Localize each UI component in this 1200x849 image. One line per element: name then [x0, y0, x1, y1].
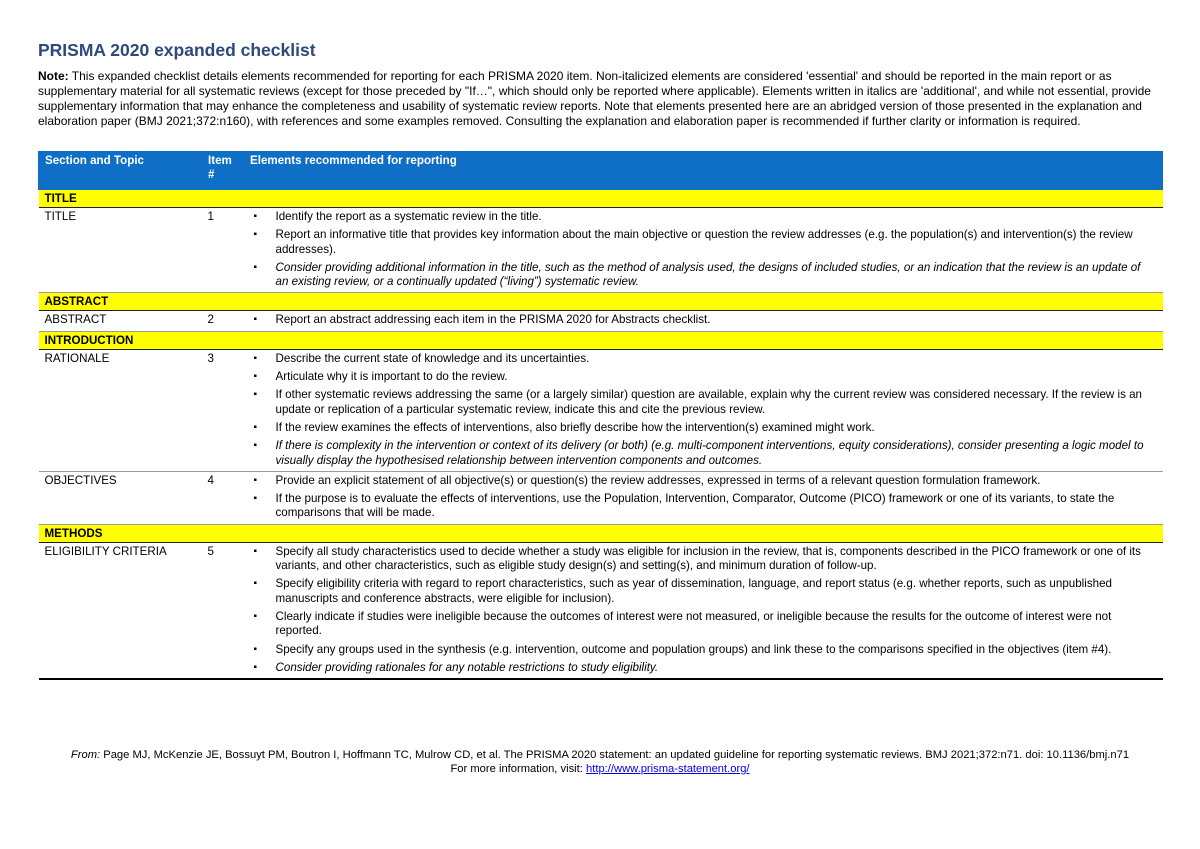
bullet-icon: ▪: [253, 493, 258, 505]
checklist-table: [38, 151, 1163, 680]
bullet-icon: ▪: [253, 352, 258, 364]
elements-cell: [244, 311, 1163, 331]
from-label: From:: [70, 749, 101, 761]
element-text: If the purpose is to evaluate the effects of interventions, use the Population, Intervention, Comparator, Outcome (PICO) framework or one of its variants, to state the comparisons that will be made.: [275, 492, 1115, 520]
bullet-icon: ▪: [253, 661, 258, 673]
citation-text: Page MJ, McKenzie JE, Bossuyt PM, Boutron I, Hoffmann TC, Mulrow CD, et al. The PRISMA 2020 statement: an updated guideline for reporting systematic reviews. BMJ 2021;372:n71. doi: 10.1136/bmj.n71: [100, 749, 1130, 761]
list-item: [250, 388, 1157, 417]
elements-list: [250, 210, 1157, 289]
note-paragraph: [38, 69, 1162, 129]
bullet-icon: ▪: [253, 211, 258, 222]
element-text: Consider providing rationales for any notable restrictions to study eligibility.: [275, 660, 659, 674]
table-row: [39, 471, 1163, 524]
list-item: [250, 610, 1157, 639]
section-row: [39, 331, 1163, 349]
list-item: [250, 474, 1157, 488]
section-row: [39, 524, 1163, 542]
table-row: [39, 349, 1163, 471]
list-item: [250, 210, 1157, 224]
header-item-number: Item #: [202, 152, 244, 190]
bullet-icon: ▪: [253, 389, 258, 401]
citation-line: [38, 748, 1162, 762]
bullet-icon: ▪: [253, 474, 258, 486]
table-body: [39, 190, 1163, 680]
element-text: Clearly indicate if studies were ineligible because the outcomes of interest were not measured, or ineligible because the results for the outcome of interest were not reported.: [275, 609, 1112, 638]
element-text: Articulate why it is important to do the review.: [275, 370, 508, 384]
section-heading: INTRODUCTION: [39, 331, 1163, 349]
list-item: [250, 421, 1157, 435]
topic-cell: RATIONALE: [39, 349, 202, 471]
bullet-icon: ▪: [253, 371, 258, 383]
elements-cell: [244, 542, 1163, 679]
list-item: [250, 370, 1157, 384]
list-item: [250, 439, 1157, 468]
section-row: [39, 293, 1163, 311]
element-text: Specify all study characteristics used to decide whether a study was eligible for inclusion in the review, that is, components described in the PICO framework or one of its variants, and other characteristics, such as eligible study design(s) and setting(s), and minimum duration of follow-up.: [275, 544, 1141, 573]
elements-list: [250, 545, 1157, 675]
element-text: Provide an explicit statement of all objective(s) or question(s) the review addresses, expressed in terms of a relevant question formulation framework.: [275, 473, 1041, 487]
more-info-line: [38, 762, 1162, 776]
element-text: Describe the current state of knowledge and its uncertainties.: [275, 351, 590, 365]
elements-cell: [244, 208, 1163, 293]
elements-cell: [244, 349, 1163, 471]
section-row: [39, 190, 1163, 208]
list-item: [250, 228, 1157, 257]
section-heading: ABSTRACT: [39, 293, 1163, 311]
item-number-cell: 1: [202, 208, 244, 293]
topic-cell: ABSTRACT: [39, 311, 202, 331]
item-number-cell: 4: [202, 471, 244, 524]
bullet-icon: ▪: [253, 578, 258, 590]
note-text: This expanded checklist details elements recommended for reporting for each PRISMA 2020 item. Non-italicized elements are considered 'essential' and should be reported in the main report or as supplementary material for all systematic reviews (except for those preceded by "If…", which should only be reported where applicable). Elements written in italics are 'additional', and while not essential, provide supplementary information that may enhance the completeness and usability of systematic review reports. Note that elements presented here are an abridged version of those presented in the explanation and elaboration paper (BMJ 2021;372:n160), with references and some examples removed. Consulting the explanation and elaboration paper is recommended if further clarity or information is required.: [38, 69, 1151, 128]
bullet-icon: ▪: [253, 643, 258, 655]
item-number-cell: 3: [202, 349, 244, 471]
list-item: [250, 545, 1157, 574]
element-text: Report an abstract addressing each item in the PRISMA 2020 for Abstracts checklist.: [275, 313, 711, 327]
elements-list: [250, 474, 1157, 521]
topic-cell: TITLE: [39, 208, 202, 293]
table-row: [39, 311, 1163, 331]
list-item: [250, 313, 1157, 327]
footer: [38, 748, 1162, 776]
bullet-icon: ▪: [253, 261, 258, 273]
bullet-icon: ▪: [253, 610, 258, 622]
list-item: [250, 643, 1157, 657]
table-row: [39, 208, 1163, 293]
header-section-topic: Section and Topic: [39, 152, 202, 190]
more-info-label: For more information, visit:: [450, 763, 586, 775]
bullet-icon: ▪: [253, 421, 258, 433]
element-text: If the review examines the effects of interventions, also briefly describe how the intervention(s) examined might work.: [275, 420, 875, 434]
section-heading: METHODS: [39, 524, 1163, 542]
element-text: Identify the report as a systematic review in the title.: [275, 210, 542, 223]
note-label: Note:: [38, 69, 69, 83]
list-item: [250, 577, 1157, 606]
elements-list: [250, 352, 1157, 468]
elements-list: [250, 313, 1157, 327]
list-item: [250, 492, 1157, 521]
header-elements: Elements recommended for reporting: [244, 152, 1163, 190]
item-number-cell: 5: [202, 542, 244, 679]
list-item: [250, 261, 1157, 290]
element-text: Report an informative title that provides key information about the main objective or question the review addresses (e.g. the population(s) and intervention(s) the review addresses).: [275, 228, 1133, 256]
element-text: If there is complexity in the intervention or context of its delivery (or both) (e.g. multi-component interventions, equity considerations), consider presenting a logic model to visually display the hypothesised relationship between intervention components and outcomes.: [275, 439, 1144, 467]
bullet-icon: ▪: [253, 229, 258, 241]
element-text: Specify any groups used in the synthesis (e.g. intervention, outcome and population groups) and link these to the comparisons specified in the objectives (item #4).: [275, 642, 1112, 656]
element-text: Specify eligibility criteria with regard to report characteristics, such as year of dissemination, language, and report status (e.g. whether reports, such as unpublished manuscripts and conference abstracts, were eligible for inclusion).: [275, 577, 1112, 605]
list-item: [250, 352, 1157, 366]
item-number-cell: 2: [202, 311, 244, 331]
list-item: [250, 661, 1157, 675]
bullet-icon: ▪: [253, 545, 258, 557]
bullet-icon: ▪: [253, 314, 258, 326]
elements-cell: [244, 471, 1163, 524]
document-title: PRISMA 2020 expanded checklist: [38, 40, 316, 60]
table-row: [39, 542, 1163, 679]
topic-cell: ELIGIBILITY CRITERIA: [39, 542, 202, 679]
bullet-icon: ▪: [253, 440, 258, 452]
topic-cell: OBJECTIVES: [39, 471, 202, 524]
section-heading: TITLE: [39, 190, 1163, 208]
prisma-website-link[interactable]: http://www.prisma-statement.org/: [586, 763, 750, 775]
element-text: Consider providing additional information in the title, such as the method of analysis used, the designs of included studies, or an indication that the review is an update of an existing review, or a continually updated (“living”) systematic review.: [275, 260, 1141, 289]
element-text: If other systematic reviews addressing the same (or a largely similar) question are available, explain why the current review was considered necessary. If the review is an update or replication of a particular systematic review, indicate this and cite the previous review.: [275, 388, 1142, 416]
table-header-row: [39, 152, 1163, 190]
